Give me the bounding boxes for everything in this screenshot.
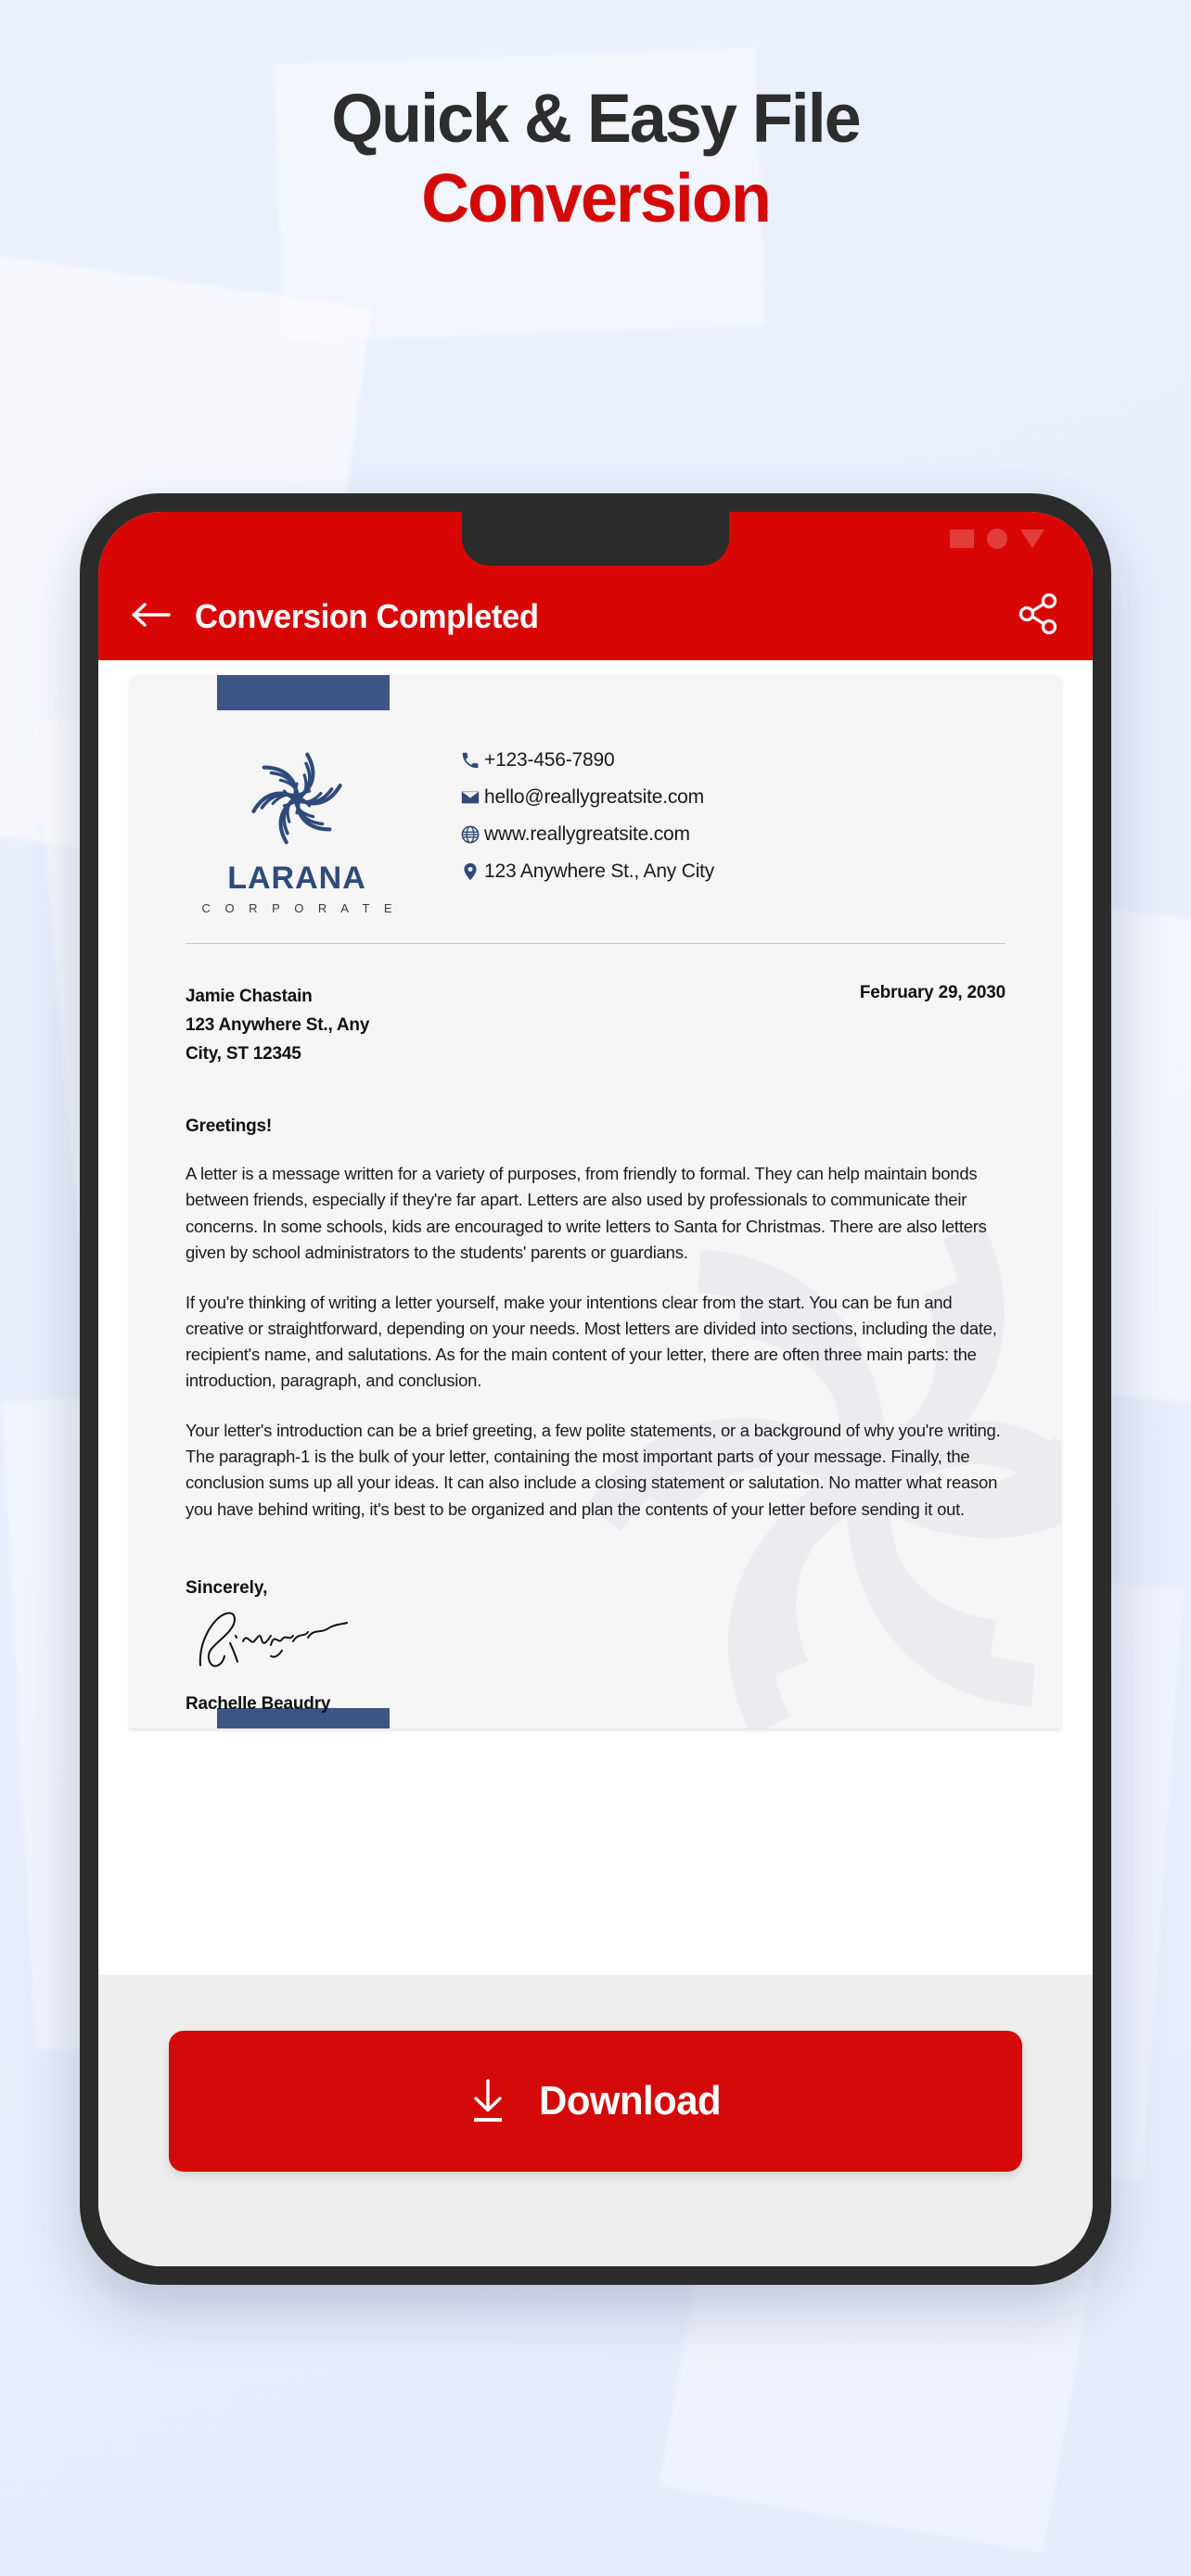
letterhead <box>186 734 1005 915</box>
recipient-name: Jamie Chastain <box>186 987 313 1006</box>
contact-row <box>456 823 1005 846</box>
recipient-address-line-2: City, ST 12345 <box>186 1043 301 1064</box>
globe-icon <box>456 824 484 845</box>
signer-name: Rachelle Beaudry <box>186 1693 331 1714</box>
share-button[interactable] <box>1017 592 1061 636</box>
arrow-left-icon <box>131 599 172 631</box>
status-triangle-icon <box>1020 529 1044 548</box>
contact-row <box>456 861 1005 883</box>
mail-icon <box>456 787 484 808</box>
promo-headline <box>0 82 1191 236</box>
pinwheel-logo-icon <box>242 744 352 853</box>
letter-document[interactable] <box>130 675 1061 1728</box>
phone-notch <box>462 512 729 566</box>
app-bar-title: Conversion Completed <box>195 597 539 635</box>
phone-mockup <box>80 493 1111 2285</box>
contact-text: +123-456-7890 <box>484 749 615 771</box>
contact-text: www.reallygreatsite.com <box>484 823 690 845</box>
document-preview-area[interactable] <box>98 660 1093 1938</box>
contact-row <box>456 786 1005 809</box>
headline-line-2: Conversion <box>421 159 770 236</box>
phone-icon <box>456 750 484 771</box>
letter-paragraph: If you're thinking of writing a letter yourself, make your intentions clear from the start. You can be fun and creative or straightforward, depending on your needs. Most letters are divided into sections, including the date, recipient's name, and salutations. As for the main content of your letter, there are often three main parts: the introduction, paragraph, and conclusion. <box>186 1292 997 1391</box>
address-block <box>186 983 1005 1068</box>
phone-screen <box>98 512 1093 2266</box>
bottom-action-bar <box>98 1975 1093 2266</box>
letter-greeting: Greetings! <box>186 1116 273 1137</box>
status-bar-icons <box>950 529 1044 549</box>
contact-text: hello@reallygreatsite.com <box>484 786 704 808</box>
recipient-address <box>186 983 369 1068</box>
status-circle-icon <box>987 529 1007 549</box>
recipient-address-line-1: 123 Anywhere St., Any <box>186 1014 370 1035</box>
contact-list <box>408 734 1005 898</box>
handwritten-signature-icon <box>189 1604 356 1673</box>
back-button[interactable] <box>130 593 173 636</box>
signature-mark <box>189 1604 1005 1677</box>
brand-block <box>186 734 408 915</box>
brand-name: LARANA <box>227 861 366 896</box>
location-pin-icon <box>456 861 484 882</box>
letter-paragraph: Your letter's introduction can be a brief greeting, a few polite statements, or a background of why you're writing. The paragraph-1 is the bulk of your letter, containing the most important parts of your message. Finally, the conclusion sums up all your ideas. It can also include a closing statement or salutation. No matter what reason you have behind writing, it's best to be organized and plan the contents of your letter before sending it out. <box>186 1421 1001 1519</box>
headline-line-1: Quick & Easy File <box>331 80 860 157</box>
brand-subtitle: C O R P O R A T E <box>201 901 398 915</box>
letter-closing: Sincerely, <box>186 1577 268 1598</box>
letter-date: February 29, 2030 <box>859 983 1005 1002</box>
share-icon <box>1018 593 1060 635</box>
status-square-icon <box>950 529 974 548</box>
download-icon <box>466 2077 510 2125</box>
letter-paragraph: A letter is a message written for a variety of purposes, from friendly to formal. They can help maintain bonds between friends, especially if they're far apart. Letters are also used by professionals to communicate their concerns. In some schools, kids are encouraged to write letters to Santa for Christmas. There are also letters given by school administrators to the students' parents or guardians. <box>186 1164 987 1262</box>
letterhead-divider <box>186 943 1005 944</box>
download-button[interactable] <box>169 2031 1022 2172</box>
download-button-label: Download <box>539 2078 721 2123</box>
contact-text: 123 Anywhere St., Any City <box>484 861 715 882</box>
contact-row <box>456 749 1005 772</box>
